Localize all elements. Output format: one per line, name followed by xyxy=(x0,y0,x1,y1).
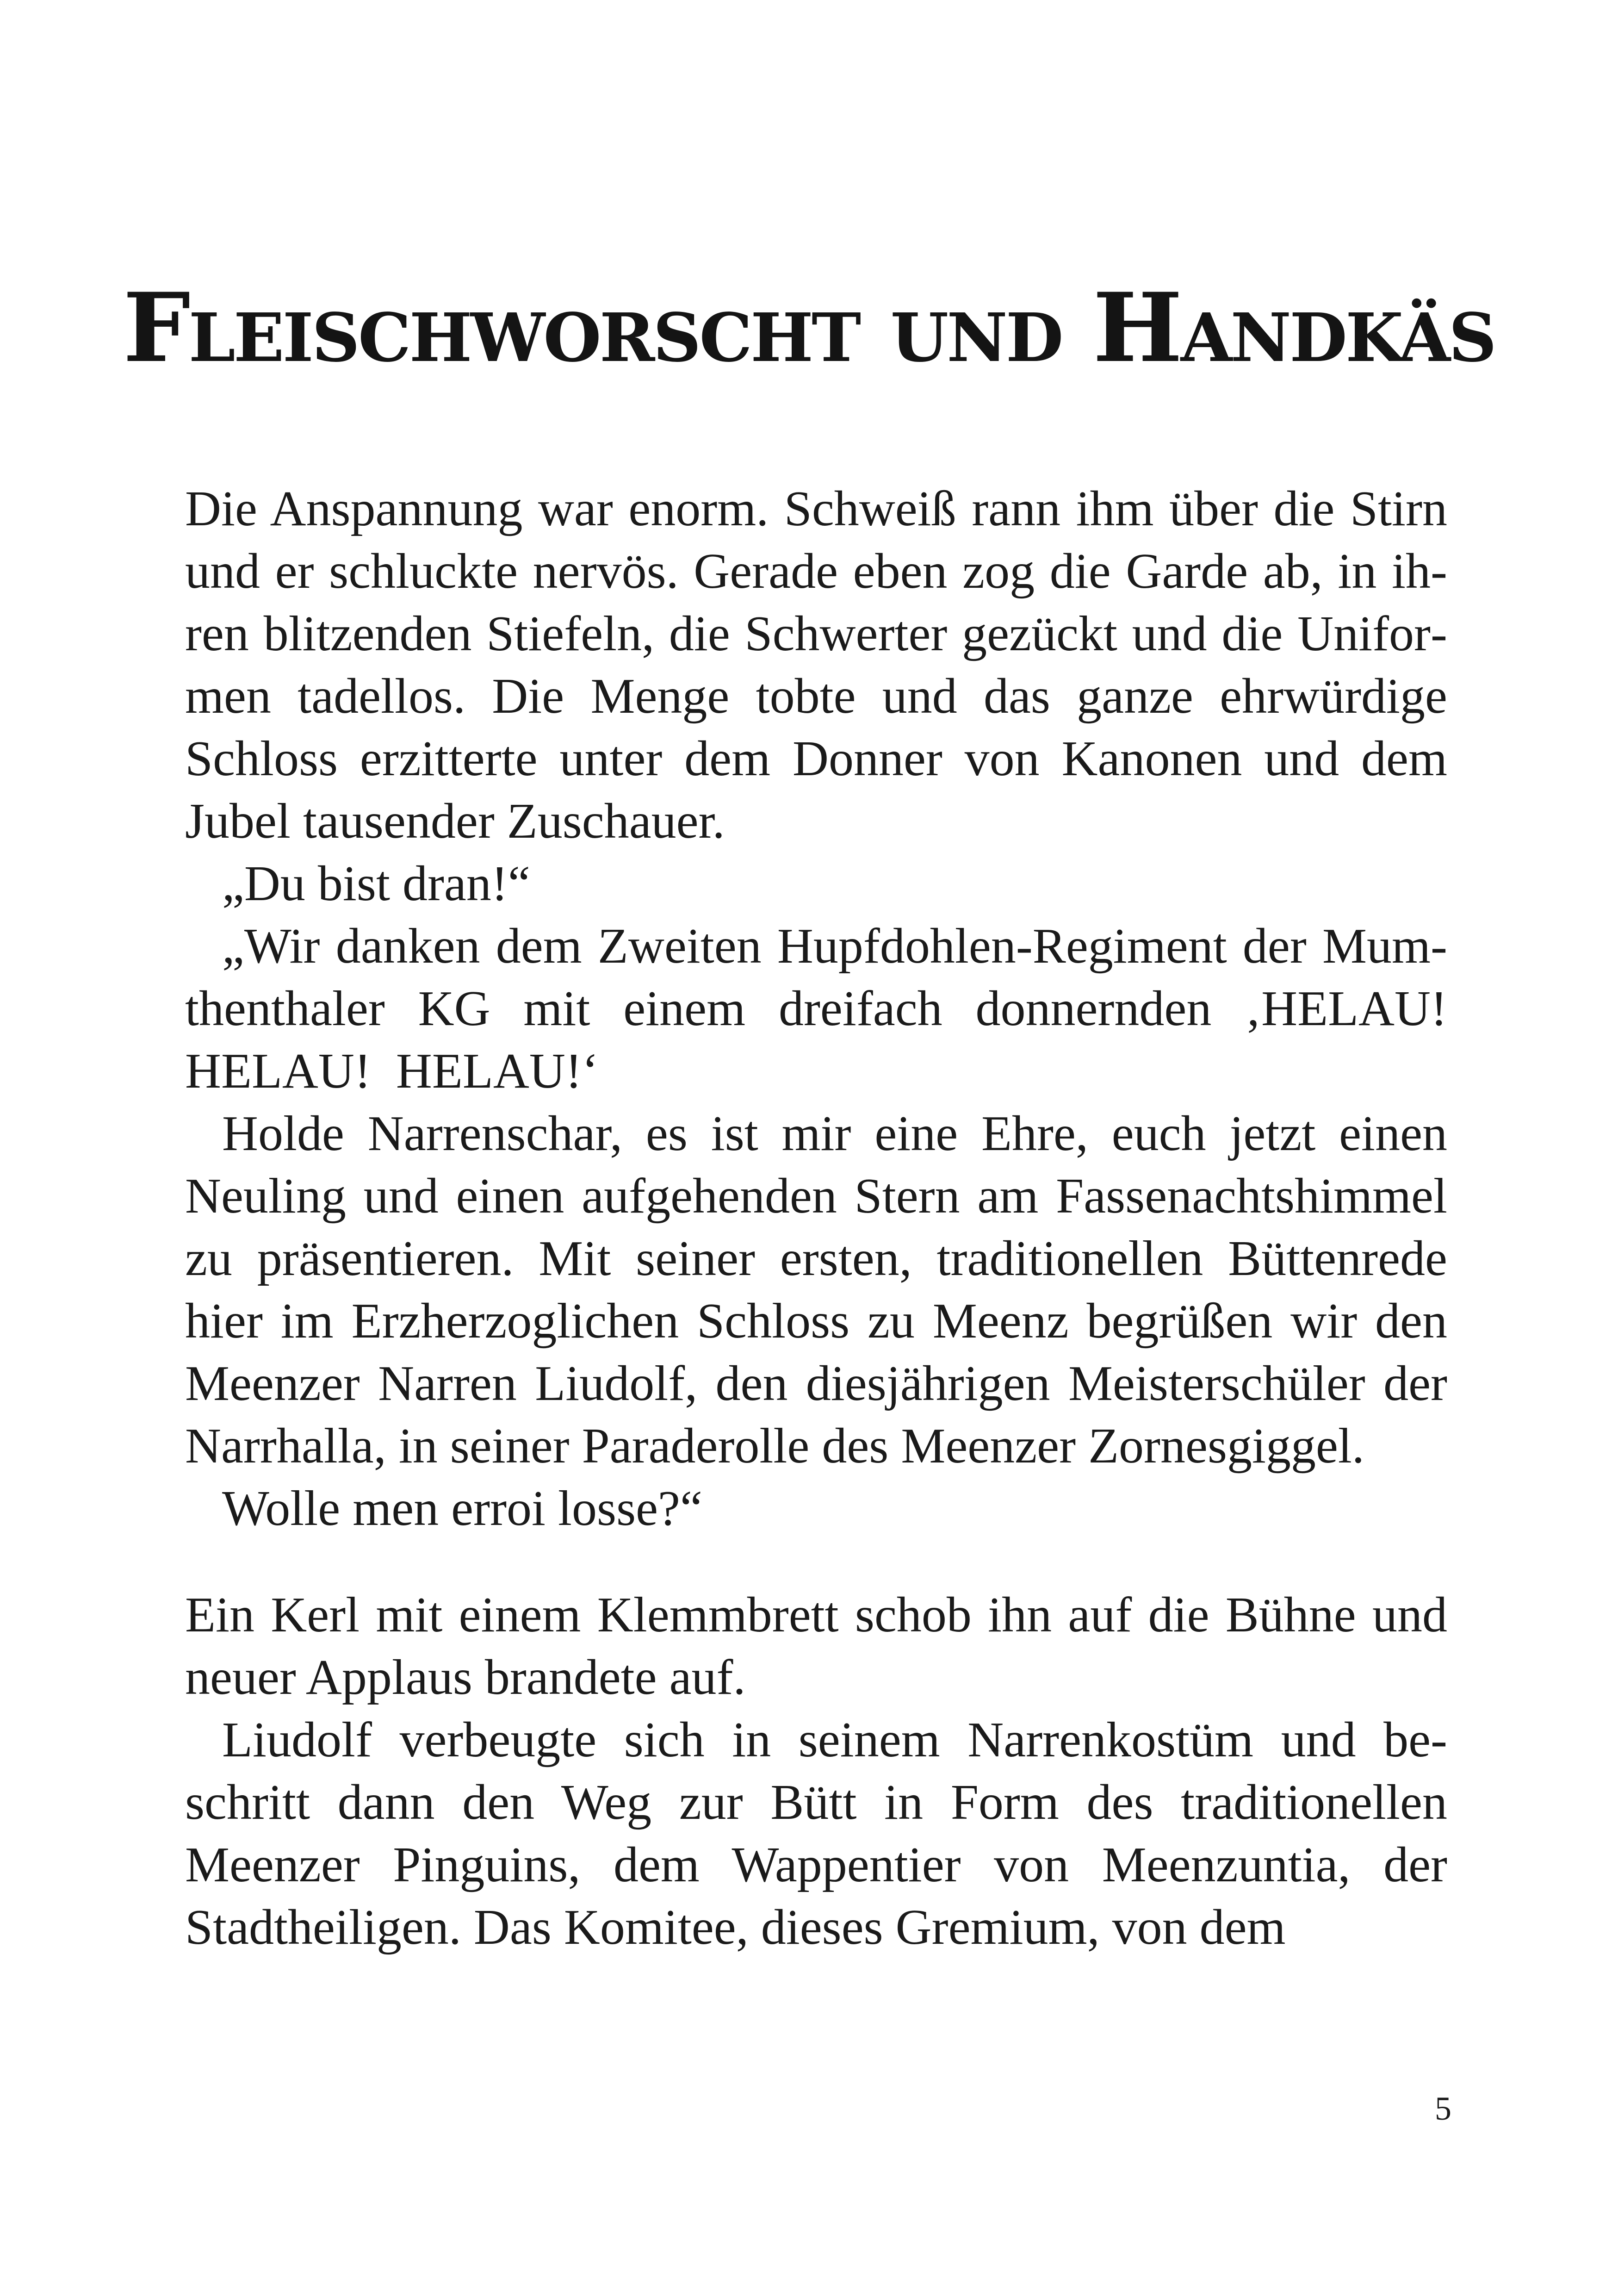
paragraph-dialogue-du-bist-dran: „Du bist dran!“ xyxy=(222,856,530,911)
chapter-title: Fleischworscht und Handkäs xyxy=(123,273,1495,384)
paragraph-wolle-men: Wolle men erroi losse?“ xyxy=(222,1481,702,1536)
paragraph-dialogue-helau: „Wir danken dem Zweiten Hupfdohlen-Regiment der Mumthenthaler KG mit einem dreifach donnernden ‚HELAU! HELAU! HELAU!‘ xyxy=(185,919,1447,1099)
paragraph-announcement: Holde Narrenschar, es ist mir eine Ehre, euch jetzt einen Neuling und einen aufgehenden Stern am Fassenachtshimmel zu präsentieren. Mit seiner ersten, traditionellen Büttenrede hier im Erzherzoglichen Schloss zu Meenz begrüßen wir den Meenzer Narren Liudolf, den diesjährigen Meisterschüler der Narrhalla, in seiner Paraderolle des Meenzer Zornesgiggel. xyxy=(185,1106,1447,1474)
body-text-block-1 xyxy=(185,478,1447,1540)
paragraph-liudolf-verbeugte: Liudolf verbeugte sich in seinem Narrenkostüm und beschritt dann den Weg zur Bütt in Form des traditionellen Meenzer Pinguins, dem Wappentier von Meenzuntia, der Stadtheiligen. Das Komitee, dieses Gremium, von dem xyxy=(185,1712,1447,1955)
page-number: 5 xyxy=(1435,2090,1451,2127)
paragraph-opening: Die Anspannung war enorm. Schweiß rann ihm über die Stirn und er schluckte nervös. Gerade eben zog die Garde ab, in ihren blitzenden Stiefeln, die Schwerter gezückt und die Uniformen tadellos. Die Menge tobte und das ganze ehrwürdige Schloss erzitterte unter dem Donner von Kanonen und dem Jubel tausender Zuschauer. xyxy=(185,481,1447,849)
paragraph-klemmbrett: Ein Kerl mit einem Klemmbrett schob ihn auf die Bühne und neuer Applaus brandete auf. xyxy=(185,1587,1447,1705)
body-text-block-2 xyxy=(185,1584,1447,1959)
